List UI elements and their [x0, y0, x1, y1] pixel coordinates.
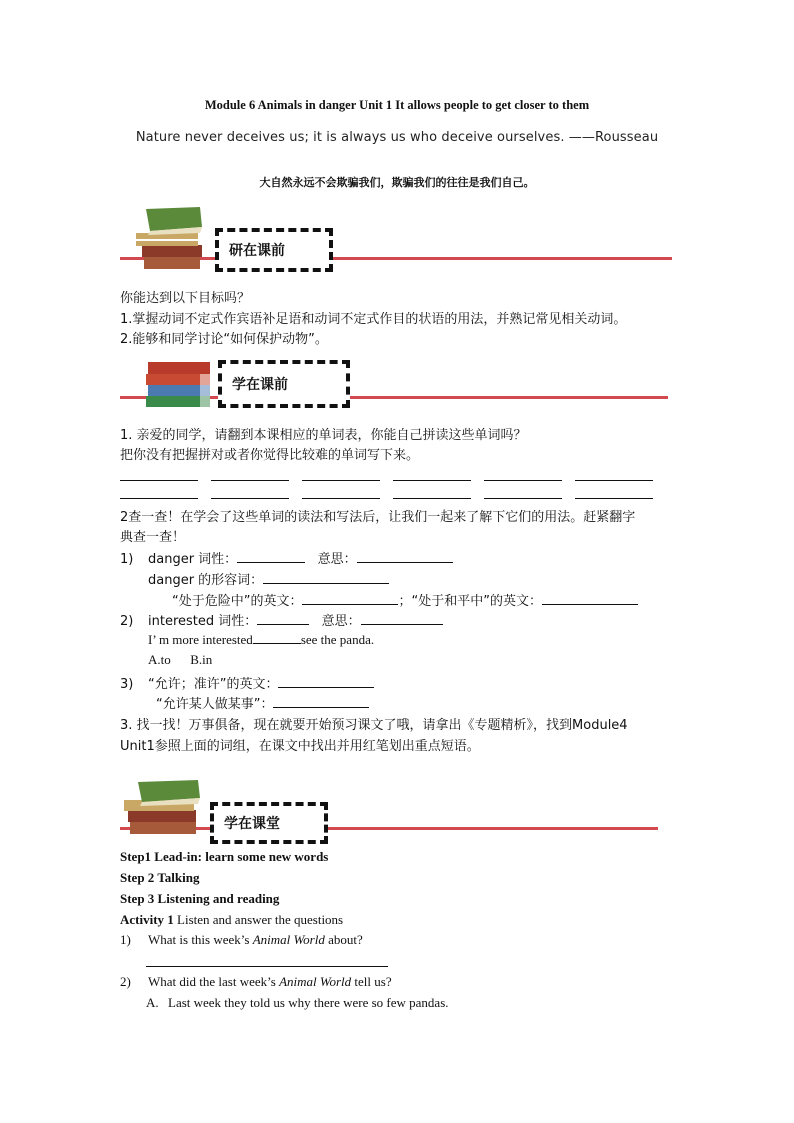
item-1-phrases — [172, 590, 638, 609]
answer-blank[interactable] — [357, 550, 453, 563]
answer-blank[interactable] — [257, 612, 309, 625]
item-label: 意思： — [317, 552, 357, 567]
activity-label: Activity 1 — [120, 912, 174, 927]
answer-blank[interactable] — [302, 592, 398, 605]
item-label: danger 的形容词： — [148, 573, 264, 588]
step-2: Step 2 Talking — [120, 870, 200, 885]
question-text: What did the last week’s — [148, 974, 280, 989]
item-number: 2) — [120, 614, 134, 629]
answer-blank[interactable] — [542, 592, 638, 605]
step-1: Step1 Lead-in: learn some new words — [120, 849, 329, 864]
quote-chinese: 大自然永远不会欺骗我们，欺骗我们的往往是我们自己。 — [259, 176, 535, 189]
task-2-line-1: 2查一查！在学会了这些单词的读法和写法后，让我们一起来了解下它们的用法。赶紧翻字 — [120, 510, 636, 525]
task-3-line-1: 3. 找一找！万事俱备，现在就要开始预习课文了哦，请拿出《专题精析》，找到Module4 — [120, 718, 628, 733]
answer-blank[interactable] — [273, 695, 369, 708]
option-a-row — [146, 995, 449, 1011]
answer-blank[interactable] — [237, 550, 305, 563]
goal-2: 2.能够和同学讨论“如何保护动物”。 — [120, 332, 328, 347]
question-title: Animal World — [252, 932, 325, 947]
item-1 — [120, 548, 453, 567]
option-text: Last week they told us why there were so few pandas. — [168, 995, 449, 1010]
question-text: about? — [324, 932, 363, 947]
item-3-phrase — [156, 693, 369, 712]
goal-1: 1.掌握动词不定式作宾语补足语和动词不定式作目的状语的用法，并熟记常见相关动词。 — [120, 312, 627, 327]
document-title: Module 6 Animals in danger Unit 1 It allows people to get closer to them — [204, 98, 590, 112]
section-header-before-class: 学在课前 — [218, 360, 350, 408]
word-blank[interactable] — [211, 498, 289, 499]
item-label: 意思： — [321, 614, 361, 629]
item-number: 3) — [120, 677, 134, 692]
task-1-line-2: 把你没有把握拼对或者你觉得比较难的单词写下来。 — [120, 448, 420, 463]
item-label: interested 词性： — [148, 614, 258, 629]
item-3 — [120, 673, 374, 692]
question-text: What is this week’s — [148, 932, 253, 947]
word-blank[interactable] — [393, 480, 471, 481]
item-number: 1) — [120, 552, 134, 567]
word-blank[interactable] — [302, 498, 380, 499]
section-header-in-class: 学在课堂 — [210, 802, 328, 844]
sentence-part: I’ m more interested — [148, 632, 253, 647]
section-header-pre-study: 研在课前 — [215, 228, 333, 272]
word-blank[interactable] — [393, 498, 471, 499]
answer-blank[interactable] — [361, 612, 443, 625]
item-2 — [120, 610, 443, 629]
word-blank[interactable] — [484, 480, 562, 481]
books-icon — [130, 205, 210, 275]
answer-blank[interactable] — [278, 675, 374, 688]
word-blank[interactable] — [575, 498, 653, 499]
word-blank[interactable] — [120, 498, 198, 499]
item-label: “处于危险中”的英文： — [172, 594, 303, 609]
word-blank[interactable] — [484, 498, 562, 499]
word-blank[interactable] — [120, 480, 198, 481]
books-icon — [138, 356, 218, 412]
activity-text: Listen and answer the questions — [173, 912, 344, 927]
task-2-line-2: 典查一查！ — [120, 530, 186, 545]
answer-line[interactable] — [146, 966, 388, 967]
answer-blank[interactable] — [253, 631, 301, 644]
option-label: A. — [146, 995, 159, 1010]
item-2-options — [148, 652, 212, 668]
option-b: B.in — [190, 652, 213, 667]
item-label: “允许某人做某事”： — [156, 697, 274, 712]
question-1 — [120, 932, 363, 948]
answer-blank[interactable] — [263, 571, 389, 584]
option-a: A.to — [148, 652, 171, 667]
step-3: Step 3 Listening and reading — [120, 891, 280, 906]
item-1-adjective — [148, 569, 389, 588]
task-1-line-1: 1. 亲爱的同学，请翻到本课相应的单词表，你能自己拼读这些单词吗？ — [120, 428, 527, 443]
task-3-line-2: Unit1参照上面的词组，在课文中找出并用红笔划出重点短语。 — [120, 739, 480, 754]
word-blank[interactable] — [302, 480, 380, 481]
item-number: 2) — [120, 974, 131, 989]
sentence-part: see the panda. — [300, 632, 375, 647]
word-blank[interactable] — [575, 480, 653, 481]
word-blank[interactable] — [211, 480, 289, 481]
item-number: 1) — [120, 932, 131, 947]
item-label: ；“处于和平中”的英文： — [398, 594, 542, 609]
question-title: Animal World — [279, 974, 352, 989]
item-label: danger 词性： — [148, 552, 238, 567]
activity-1 — [120, 912, 343, 928]
goals-intro: 你能达到以下目标吗？ — [120, 291, 251, 306]
item-2-sentence — [148, 631, 374, 648]
question-text: tell us? — [351, 974, 392, 989]
question-2 — [120, 974, 392, 990]
books-icon — [120, 780, 210, 842]
item-label: “允许；准许”的英文： — [148, 677, 279, 692]
quote-english: Nature never deceives us; it is always us who deceive ourselves. ——Rousseau — [135, 130, 659, 145]
